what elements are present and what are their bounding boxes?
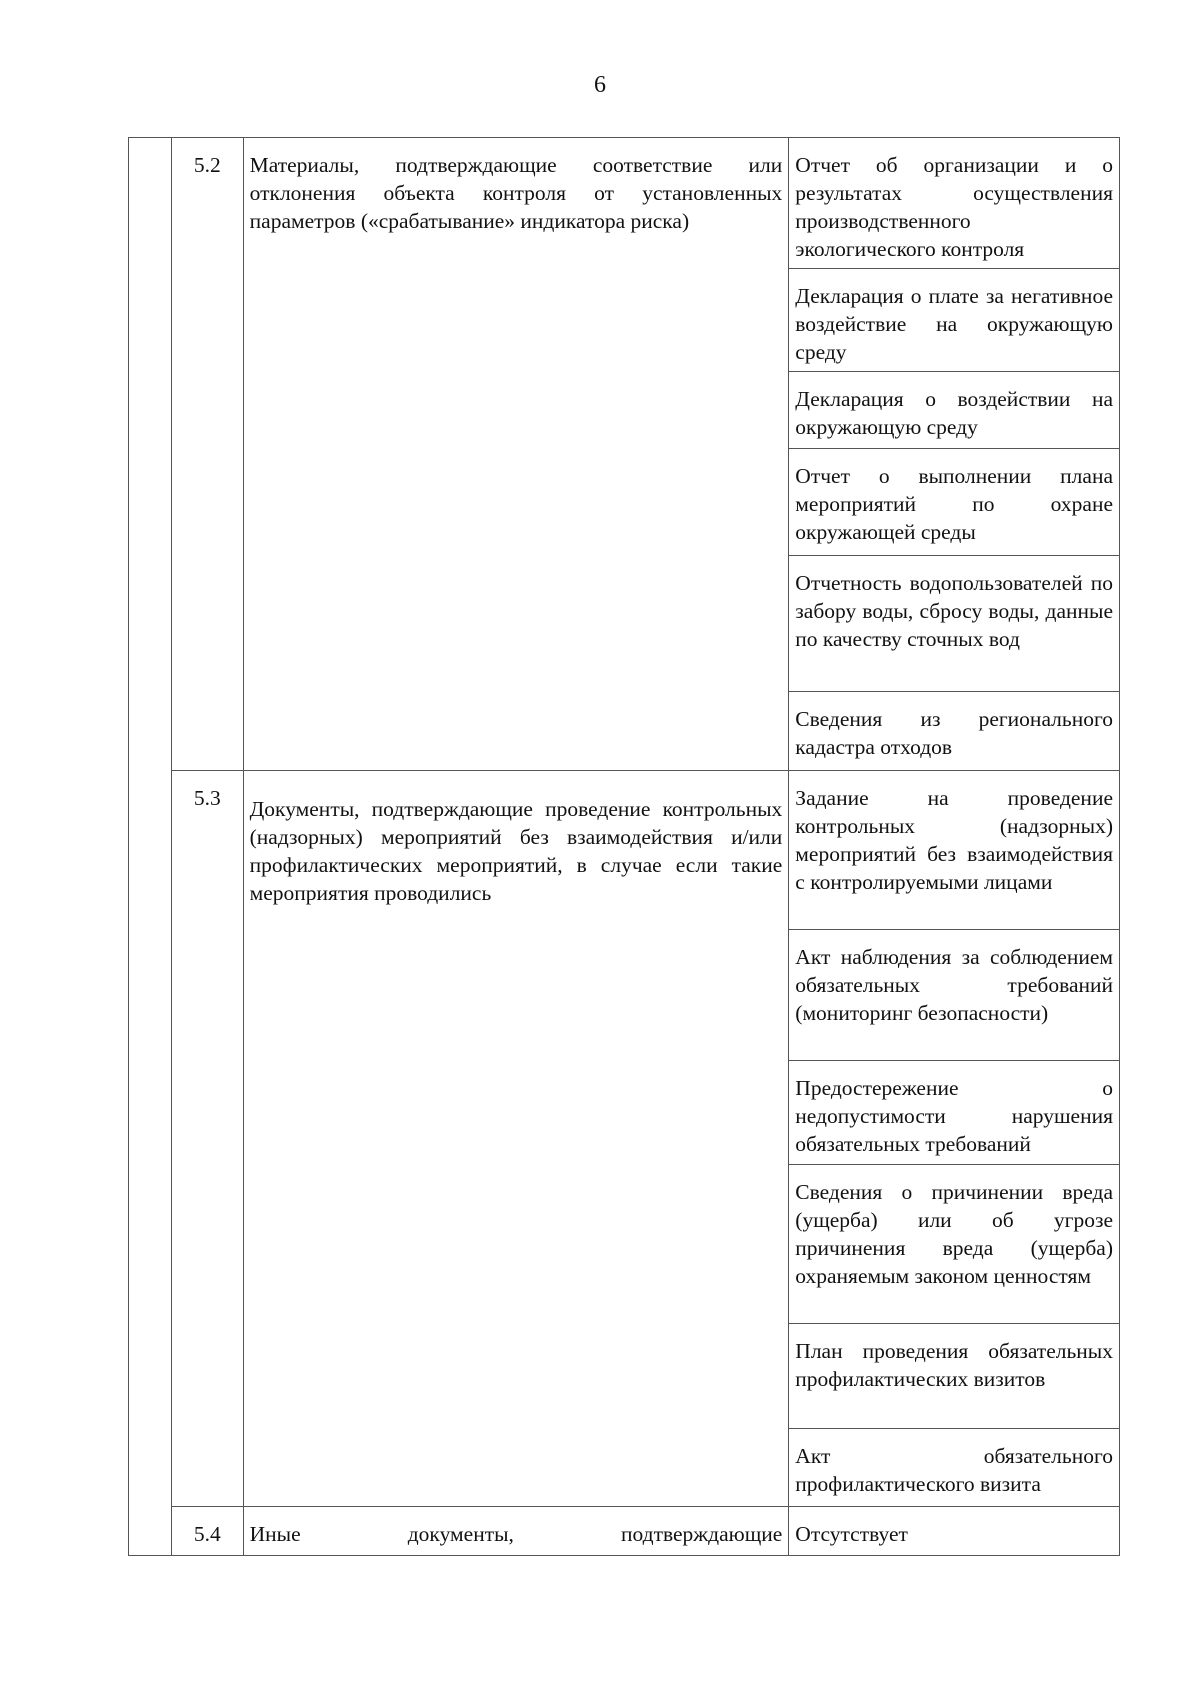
document-cell: Акт наблюдения за соблюдением обязательных требований (мониторинг безопасности) (789, 930, 1120, 1061)
document-cell: Отчет о выполнении плана мероприятий по охране окружающей среды (789, 449, 1120, 556)
page-number: 6 (594, 72, 606, 98)
document-cell: Отчетность водопользователей по забору воды, сбросу воды, данные по качеству сточных вод (789, 556, 1120, 692)
documents-table (128, 137, 1120, 1556)
document-cell: Отчет об организации и о результатах осуществления производственного экологического контроля (789, 138, 1120, 269)
row-number: 5.3 (171, 771, 243, 1507)
document-cell: Отсутствует (789, 1507, 1120, 1556)
row-description: Документы, подтверждающие проведение контрольных (надзорных) мероприятий без взаимодействия и/или профилактических мероприятий, в случае если такие мероприятия проводились (243, 771, 789, 1507)
document-cell: План проведения обязательных профилактических визитов (789, 1324, 1120, 1429)
document-cell: Сведения о причинении вреда (ущерба) или об угрозе причинения вреда (ущерба) охраняемым законом ценностям (789, 1165, 1120, 1324)
document-cell: Акт обязательного профилактического визита (789, 1429, 1120, 1507)
document-cell: Предостережение о недопустимости нарушения обязательных требований (789, 1061, 1120, 1165)
row-description: Материалы, подтверждающие соответствие или отклонения объекта контроля от установленных параметров («срабатывание» индикатора риска) (243, 138, 789, 771)
left-margin-column (129, 138, 172, 1556)
document-cell: Декларация о плате за негативное воздействие на окружающую среду (789, 269, 1120, 372)
row-number: 5.4 (171, 1507, 243, 1556)
document-cell: Задание на проведение контрольных (надзорных) мероприятий без взаимодействия с контролируемыми лицами (789, 771, 1120, 930)
row-description: Иные документы, подтверждающие (243, 1507, 789, 1556)
document-cell: Сведения из регионального кадастра отходов (789, 692, 1120, 771)
row-number: 5.2 (171, 138, 243, 771)
document-cell: Декларация о воздействии на окружающую среду (789, 372, 1120, 449)
